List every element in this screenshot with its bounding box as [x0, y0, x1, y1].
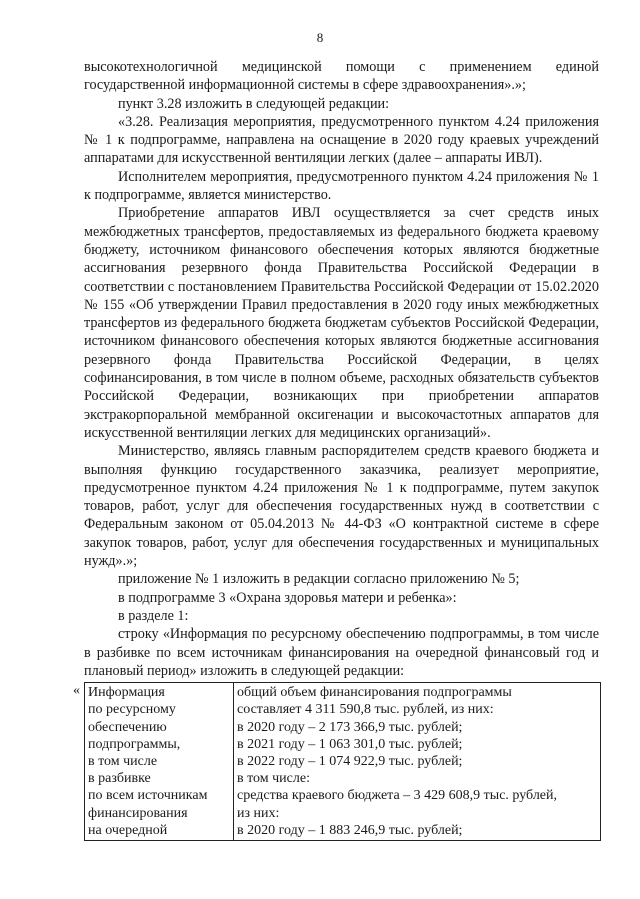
paragraph-list [84, 58, 599, 680]
paragraph: «3.28. Реализация мероприятия, предусмотренного пунктом 4.24 приложения № 1 к подпрограмме, направлена на оснащение в 2020 году краевых учреждений аппаратами для искусственной вентиляции легких (далее – аппараты ИВЛ). [84, 113, 599, 167]
table-cell-line: в 2020 году – 1 883 246,9 тыс. рублей; [237, 822, 463, 838]
document-body [73, 58, 599, 841]
paragraph: строку «Информация по ресурсному обеспечению подпрограммы, в том числе в разбивке по всем источникам финансирования на очередной финансовый год и плановый период» изложить в следующей редакции: [84, 626, 599, 679]
paragraph: Приобретение аппаратов ИВЛ осуществляется за счет средств иных межбюджетных трансфертов, предоставляемых из федерального бюджета краевому бюджету, источником финансового обеспечения которых являются бюджетные ассигнования резервного фонда Правительства Российской Федерации в соответствии с постановлением Правительства Российской Федерации от 15.02.2020 № 155 «Об утверждении Правил предоставления в 2020 году иных межбюджетных трансфертов из федерального бюджета бюджетам субъектов Российской Федерации, источником финансового обеспечения которых являются бюджетные ассигнования резервного фонда Правительства Российской Федерации, в целях софинансирования, в том числе в полном объеме, расходных обязательств субъектов Российской Федерации, возникающих при приобретении аппаратов экстракорпоральной мембранной оксигенации и высокочастотных аппаратов для искусственной вентиляции легких для медицинских организаций». [84, 205, 599, 441]
paragraph: Министерство, являясь главным распорядителем средств краевого бюджета и выполняя функцию государственного заказчика, реализует мероприятие, предусмотренное пунктом 4.24 приложения № 1 к подпрограмме, путем закупок товаров, работ, услуг для обеспечения государственных нужд в соответствии с Федеральным законом от 05.04.2013 № 44-ФЗ «О контрактной системе в сфере закупок товаров, работ, услуг для обеспечения государственных и муниципальных нужд».»; [84, 443, 599, 570]
table-cell-line: финансирования [88, 805, 188, 821]
table-cell-line: подпрограммы, [88, 736, 181, 752]
table-cell-line: в 2021 году – 1 063 301,0 тыс. рублей; [237, 736, 463, 752]
paragraph: приложение № 1 изложить в редакции согласно приложению № 5; [118, 571, 520, 588]
table-cell-line: Информация [88, 685, 165, 701]
table-cell-line: средства краевого бюджета – 3 429 608,9 тыс. рублей, [237, 788, 558, 804]
open-quote: « [73, 683, 80, 699]
table-cell-line: по всем источникам [88, 788, 208, 804]
paragraph: высокотехнологичной медицинской помощи с применением единой государственной информационной системы в сфере здравоохранения».»; [84, 59, 599, 94]
page-number: 8 [316, 30, 324, 45]
table-cell-line: в том числе: [237, 771, 310, 787]
table-cell-line: по ресурсному [88, 702, 176, 718]
table-row [85, 683, 601, 841]
paragraph: Исполнителем мероприятия, предусмотренного пунктом 4.24 приложения № 1 к подпрограмме, является министерство. [84, 168, 599, 204]
table-cell-line: составляет 4 311 590,8 тыс. рублей, из них: [237, 702, 494, 718]
table-cell-line: в том числе [88, 753, 158, 769]
paragraph: пункт 3.28 изложить в следующей редакции: [118, 95, 390, 112]
resource-table [84, 682, 601, 841]
table-cell-value [234, 683, 601, 841]
resource-table-wrap [73, 682, 599, 841]
table-cell-line: в 2020 году – 2 173 366,9 тыс. рублей; [237, 719, 463, 735]
paragraph: в разделе 1: [118, 607, 189, 624]
table-cell-line: на очередной [88, 822, 168, 838]
table-cell-line: обеспечению [88, 719, 167, 735]
table-cell-line: в 2022 году – 1 074 922,9 тыс. рублей; [237, 753, 463, 769]
paragraph: в подпрограмме 3 «Охрана здоровья матери и ребенка»: [118, 589, 457, 606]
table-cell-line: из них: [237, 805, 280, 821]
table-cell-line: общий объем финансирования подпрограммы [237, 685, 512, 701]
table-cell-label [85, 683, 234, 841]
table-cell-line: в разбивке [88, 771, 151, 787]
